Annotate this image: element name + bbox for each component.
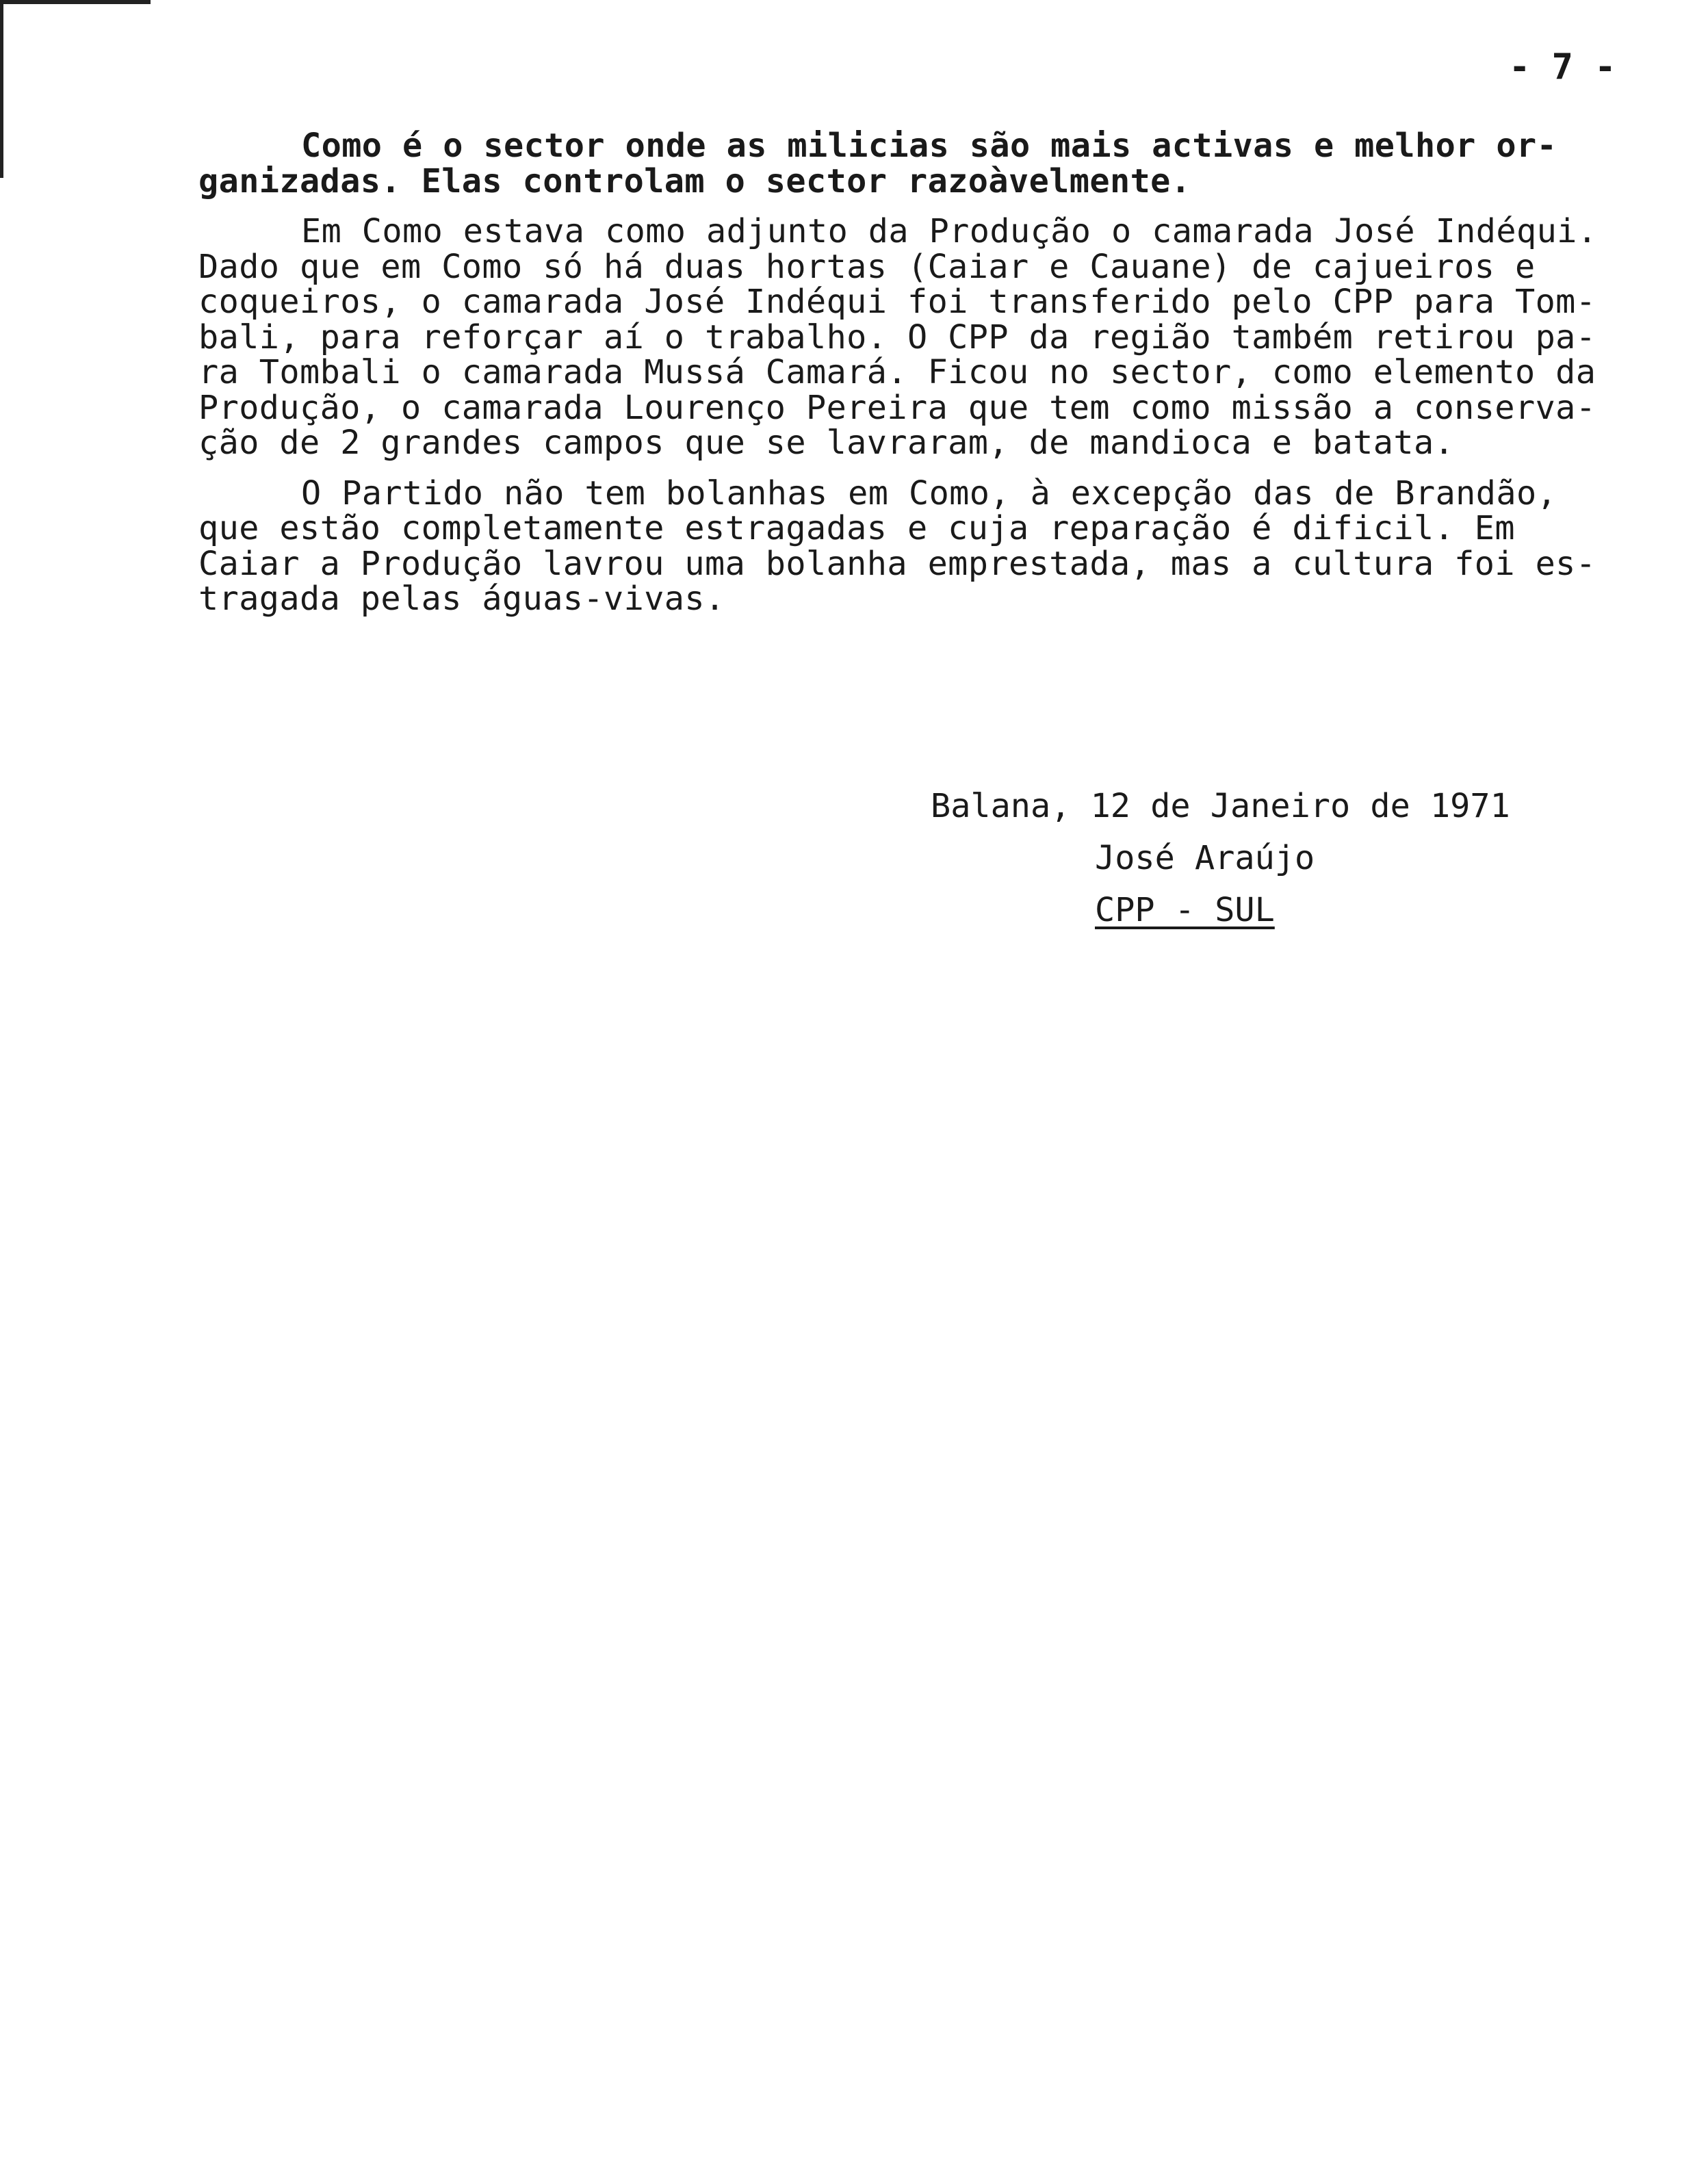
paragraph-line: O Partido não tem bolanhas em Como, à excepção das de Brandão,: [301, 474, 1557, 513]
signature-place-date: Balana, 12 de Janeiro de 1971: [931, 787, 1510, 825]
page-number: - 7 -: [1509, 47, 1616, 88]
paragraph-line: que estão completamente estragadas e cuja reparação é dificil. Em: [198, 509, 1515, 547]
signature-org-text: CPP - SUL: [1095, 891, 1275, 929]
signature-name: José Araújo: [1095, 839, 1315, 877]
paragraph-line: Produção, o camarada Lourenço Pereira que tem como missão a conserva-: [198, 388, 1596, 427]
paragraph-line: Dado que em Como só há duas hortas (Caiar e Cauane) de cajueiros e: [198, 247, 1536, 286]
paragraph-line: ganizadas. Elas controlam o sector razoàvelmente.: [198, 161, 1191, 200]
signature-org: [931, 884, 1547, 936]
paragraph-3: [198, 476, 1622, 617]
paragraph-1: [198, 129, 1622, 199]
paragraph-line: Em Como estava como adjunto da Produção o camarada José Indéqui.: [301, 212, 1598, 250]
page-edge-top: [0, 0, 151, 4]
paragraph-line: ção de 2 grandes campos que se lavraram, de mandioca e batata.: [198, 424, 1455, 462]
signature-block: [931, 780, 1547, 936]
paragraph-line: Como é o sector onde as milicias são mais activas e melhor or-: [301, 127, 1557, 165]
paragraph-line: ra Tombali o camarada Mussá Camará. Ficou no sector, como elemento da: [198, 353, 1596, 391]
document-body: [198, 129, 1622, 632]
paragraph-line: bali, para reforçar aí o trabalho. O CPP da região também retirou pa-: [198, 318, 1596, 357]
paragraph-line: coqueiros, o camarada José Indéqui foi transferido pelo CPP para Tom-: [198, 283, 1596, 321]
paragraph-line: tragada pelas águas-vivas.: [198, 580, 725, 618]
paragraph-2: [198, 214, 1622, 461]
paragraph-line: Caiar a Produção lavrou uma bolanha emprestada, mas a cultura foi es-: [198, 544, 1596, 583]
page-edge-left: [0, 0, 3, 178]
